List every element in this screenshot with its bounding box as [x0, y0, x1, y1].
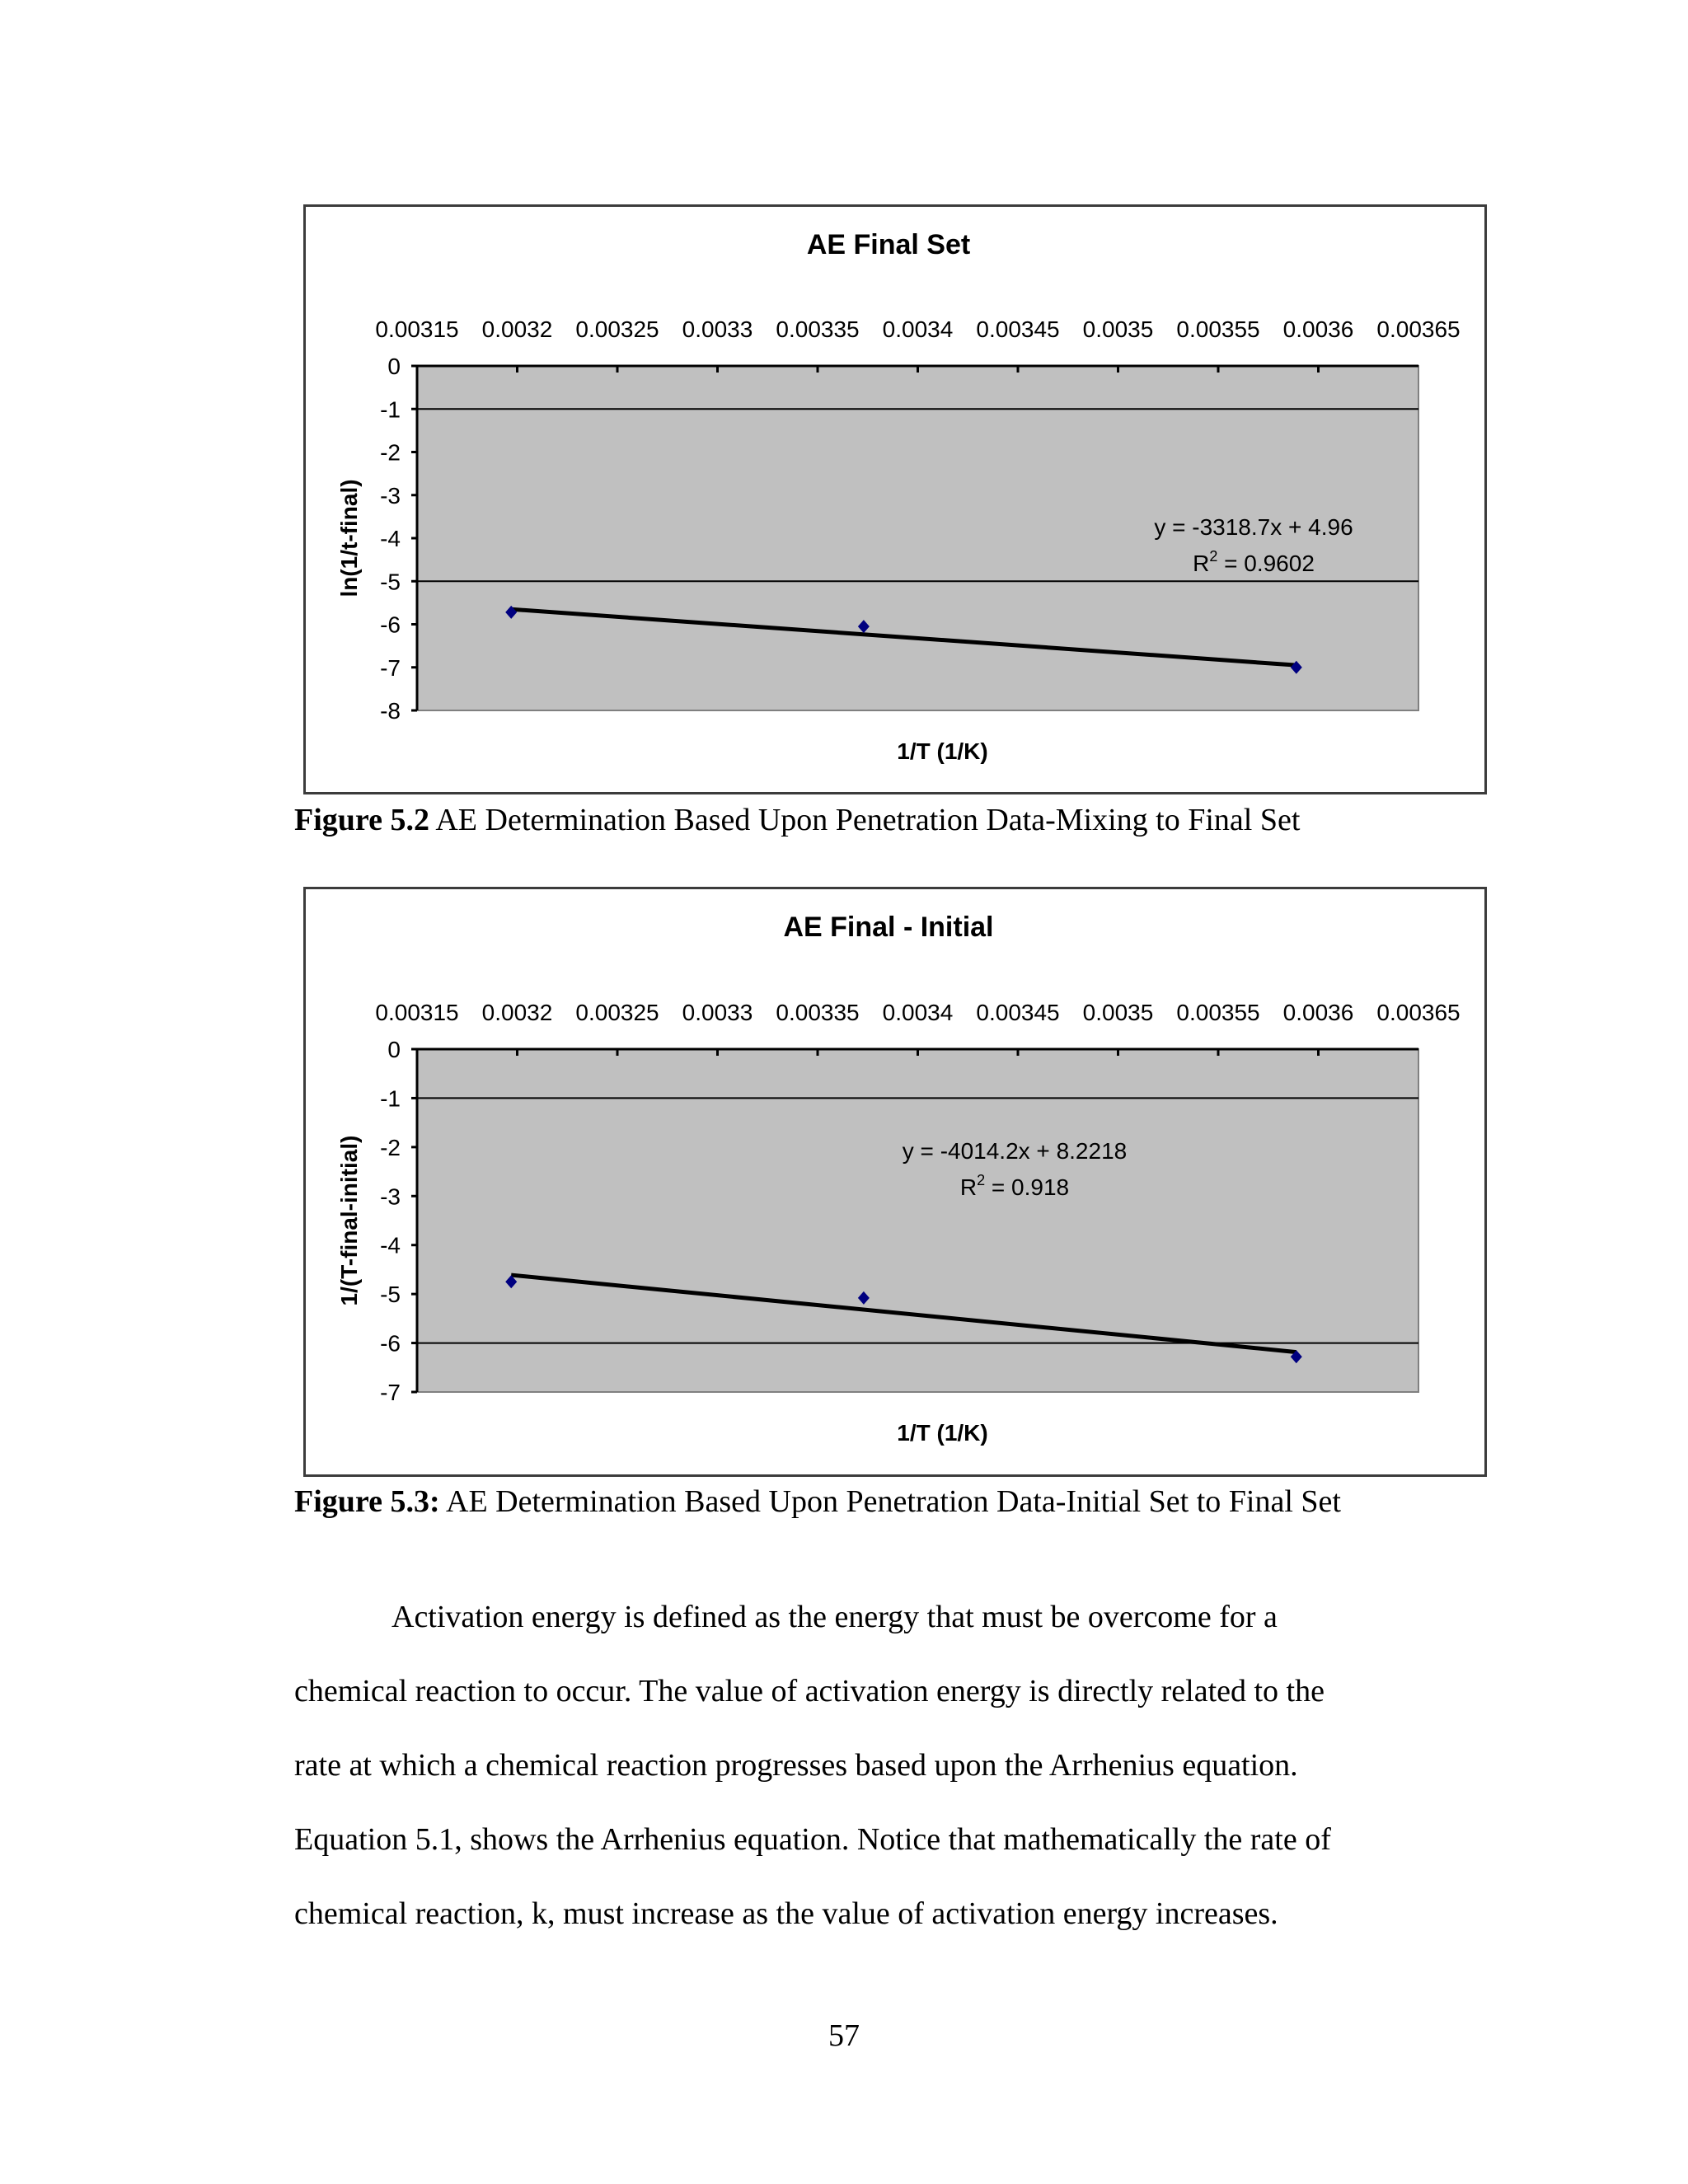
chart1-x-axis-label: 1/T (1/K): [897, 738, 988, 764]
chart2-x-tick-label-7: 0.0035: [1082, 1000, 1154, 1025]
chart1-y-tick-label-4: -4: [380, 526, 401, 551]
chart2-x-tick-label-4: 0.00335: [776, 1000, 860, 1025]
chart2-x-tick-label-2: 0.00325: [575, 1000, 659, 1025]
chart2-y-tick-label-1: -1: [380, 1085, 401, 1112]
chart2-y-tick-label-0: 0: [387, 1037, 401, 1062]
chart1-y-tick-label-2: -2: [380, 439, 401, 466]
chart1-y-tick-label-5: -5: [380, 569, 401, 595]
chart2-title: AE Final - Initial: [783, 912, 994, 943]
chart-ae-final-initial-svg: [306, 889, 1484, 1474]
chart2-x-tick-label-3: 0.0033: [682, 1000, 753, 1025]
chart1-y-tick-label-3: -3: [380, 482, 401, 509]
chart1-x-tick-label-0: 0.00315: [375, 316, 459, 342]
chart1-r2-value: = 0.9602: [1217, 551, 1315, 576]
figure-5-2-label: Figure 5.2: [294, 803, 429, 837]
chart2-trendline-equation: y = -4014.2x + 8.2218: [902, 1138, 1128, 1164]
chart1-y-tick-label-7: -7: [380, 654, 401, 681]
chart2-x-tick-label-5: 0.0034: [882, 1000, 954, 1025]
chart2-y-tick-label-5: -5: [380, 1282, 401, 1308]
chart1-trendline-equation: y = -3318.7x + 4.96: [1154, 514, 1353, 540]
figure-5-3-caption: [294, 1483, 1341, 1520]
chart2-x-tick-label-1: 0.0032: [481, 1000, 553, 1025]
chart1-x-tick-label-6: 0.00345: [976, 316, 1060, 342]
chart2-r2-exponent: 2: [977, 1172, 986, 1188]
chart2-r2-value: = 0.918: [985, 1174, 1070, 1200]
chart2-y-tick-label-7: -7: [380, 1380, 401, 1405]
chart1-r2-exponent: 2: [1209, 548, 1218, 565]
chart-ae-final-set: [303, 204, 1487, 794]
chart2-x-tick-label-6: 0.00345: [976, 1000, 1060, 1025]
figure-5-3-label: Figure 5.3:: [294, 1484, 440, 1519]
figure-5-3-text: AE Determination Based Upon Penetration Data-Initial Set to Final Set: [439, 1484, 1341, 1519]
chart1-r2-prefix: R: [1193, 551, 1210, 576]
chart2-x-tick-label-8: 0.00355: [1176, 1000, 1260, 1025]
chart2-y-tick-label-3: -3: [380, 1183, 401, 1210]
chart1-y-tick-label-6: -6: [380, 612, 401, 638]
page-number: 57: [828, 2018, 860, 2053]
paragraph-line-4: Equation 5.1, shows the Arrhenius equation. Notice that mathematically the rate of: [294, 1822, 1331, 1857]
paragraph-line-5: chemical reaction, k, must increase as the value of activation energy increases.: [294, 1896, 1278, 1931]
chart1-x-tick-label-2: 0.00325: [575, 316, 659, 342]
chart-ae-final-initial: [303, 887, 1487, 1477]
chart2-plot-area: [417, 1049, 1418, 1392]
chart1-x-tick-label-1: 0.0032: [481, 316, 553, 342]
chart1-title: AE Final Set: [806, 229, 971, 260]
chart1-x-tick-label-7: 0.0035: [1082, 316, 1154, 342]
chart1-y-tick-label-0: 0: [387, 354, 401, 379]
chart2-y-tick-label-4: -4: [380, 1232, 401, 1258]
chart2-x-tick-label-10: 0.00365: [1376, 1000, 1461, 1025]
chart2-y-tick-label-6: -6: [380, 1330, 401, 1357]
chart2-r2-prefix: R: [959, 1174, 978, 1200]
chart2-r-squared: [960, 1172, 1069, 1200]
chart1-x-tick-label-5: 0.0034: [882, 316, 954, 342]
chart2-x-tick-label-9: 0.0036: [1282, 1000, 1354, 1025]
chart-ae-final-set-svg: [306, 207, 1484, 792]
chart1-y-tick-label-1: -1: [380, 396, 401, 423]
chart2-x-tick-label-0: 0.00315: [375, 1000, 459, 1025]
chart2-y-axis-label: 1/(T-final-initial): [336, 1135, 362, 1306]
paragraph-line-2: chemical reaction to occur. The value of activation energy is directly related to the: [294, 1674, 1325, 1708]
figure-5-2-caption: [294, 802, 1300, 838]
chart1-x-tick-label-9: 0.0036: [1282, 316, 1354, 342]
paragraph-line-3: rate at which a chemical reaction progresses based upon the Arrhenius equation.: [294, 1748, 1298, 1783]
chart1-x-tick-label-8: 0.00355: [1176, 316, 1260, 342]
chart1-x-tick-label-10: 0.00365: [1376, 316, 1461, 342]
chart2-x-axis-label: 1/T (1/K): [897, 1420, 988, 1446]
chart1-y-tick-label-8: -8: [380, 698, 401, 724]
chart2-y-tick-label-2: -2: [380, 1134, 401, 1160]
chart1-x-tick-label-3: 0.0033: [682, 316, 753, 342]
figure-5-2-text: AE Determination Based Upon Penetration Data-Mixing to Final Set: [429, 803, 1301, 837]
chart1-y-axis-label: ln(1/t-final): [336, 479, 362, 598]
chart1-x-tick-label-4: 0.00335: [776, 316, 860, 342]
paragraph-line-1: Activation energy is defined as the energy that must be overcome for a: [392, 1600, 1278, 1634]
